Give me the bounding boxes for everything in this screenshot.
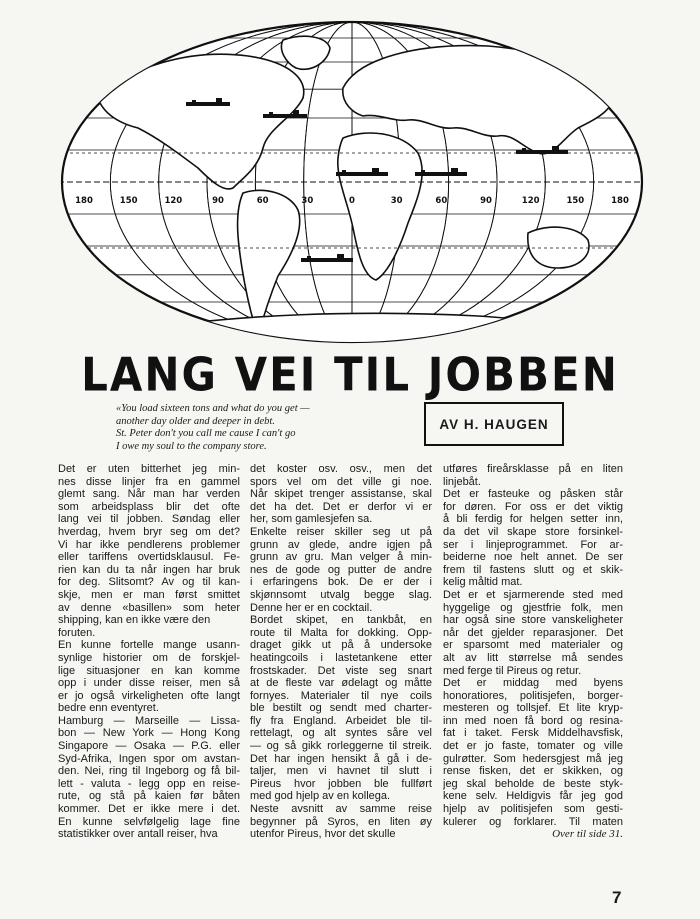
text-line: Det er middag med byens xyxy=(443,677,623,690)
longitude-label: 0 xyxy=(349,196,355,206)
text-line: med ferge til Pireus og retur. xyxy=(443,664,582,677)
text-line: mesteren og tollsjef. Et lite kryp- xyxy=(443,702,623,715)
text-line: begynner på Syros, en liten øy xyxy=(250,815,432,828)
longitude-label: 180 xyxy=(75,196,93,206)
text-line: Over til side 31. xyxy=(552,828,623,841)
longitude-label: 60 xyxy=(256,196,269,206)
epigraph-line: «You load sixteen tons and what do you get — xyxy=(116,403,310,414)
text-line: kulerer og forklarer. Til maten xyxy=(443,815,623,828)
text-line: eller tariffens overtidsklausul. Fe- xyxy=(58,551,240,564)
text-line: det koster osv. osv., men det xyxy=(250,463,432,475)
text-line: Det har ingen hensikt å gå i de- xyxy=(250,752,432,765)
text-line: honoratiores, politisjefen, borger- xyxy=(443,689,623,702)
text-line: ble bestilt og sendt med charter- xyxy=(250,702,432,715)
longitude-label: 60 xyxy=(435,196,448,206)
text-line: synlige historier om de forskjel- xyxy=(58,651,240,664)
text-line: En kunne selvfølgelig lage fine xyxy=(58,815,240,828)
text-line: route til Malta for dokking. Opp- xyxy=(250,626,432,639)
text-line: opp i under disse reiser, men så xyxy=(58,677,240,690)
song-epigraph xyxy=(116,403,391,453)
author-byline: AV H. HAUGEN xyxy=(424,402,564,446)
text-line: fly fra England. Arbeidet ble til- xyxy=(250,714,432,727)
text-line: Denne her er en cocktail. xyxy=(250,601,373,614)
text-line: det ha det. Det er derfor vi er xyxy=(250,500,432,513)
text-line: fat i taket. Fersk Middelhavsfisk, xyxy=(443,727,623,740)
text-line: Neste avsnitt av samme reise xyxy=(250,803,432,816)
text-line: Når skipet trenger assistanse, skal xyxy=(250,488,432,501)
australia xyxy=(528,227,589,268)
text-line: utføres fireårsklasse på en liten xyxy=(443,463,623,475)
text-line: Vi har ikke pendlerens problemer xyxy=(58,538,240,551)
text-line: er jo også virkeligheten ofte langt xyxy=(58,689,240,702)
text-line: at de fleste var ødelagt og måtte xyxy=(250,677,432,690)
text-line: Det er fasteuke og påsken står xyxy=(443,488,623,501)
epigraph-line: St. Peter don't you call me cause I can't go xyxy=(116,428,296,439)
longitude-label: 150 xyxy=(119,196,138,206)
text-line: hjelp av politisjefen som gesti- xyxy=(443,803,623,816)
text-line: spors vel om det ville gi noe. xyxy=(250,475,432,488)
article-headline: LANG VEI TIL JOBBEN xyxy=(81,347,619,402)
longitude-label: 90 xyxy=(480,196,492,206)
text-line: for deg. Slitsomt? Av og til kan- xyxy=(58,576,240,589)
text-line: kelig måltid mat. xyxy=(443,576,523,589)
text-line: frem til fastens slutt og et skik- xyxy=(443,563,623,576)
text-line: da det vil skape store forsinkel- xyxy=(443,525,623,538)
text-line: foruten. xyxy=(58,626,96,639)
text-line: nes de gode og putter de andre xyxy=(250,563,432,576)
text-line: Det er et sjarmerende sted med xyxy=(443,588,623,601)
text-line: lang vei til jobben. Søndag eller xyxy=(58,513,240,526)
text-line: glemt sang. Når man har verden xyxy=(58,488,240,501)
text-line: her, som gamlesjefen sa. xyxy=(250,513,373,526)
longitude-label: 30 xyxy=(301,196,314,206)
text-line: statistikker over antall reiser, hva xyxy=(58,828,218,841)
text-line: inn med noen få bord og resina- xyxy=(443,714,623,727)
text-line: kommer. Det er ikke mere i det. xyxy=(58,803,240,816)
text-line: gulrøtter. Som hedersgjest må jeg xyxy=(443,752,623,765)
text-line: hverdag, hvem bryr seg om det? xyxy=(58,525,240,538)
text-line: med god hjelp av en kollega. xyxy=(250,790,391,803)
text-line: Hamburg — Marseille — Lissa- xyxy=(58,714,240,727)
text-line: utenfor Pireus, hvor det skulle xyxy=(250,828,396,841)
text-line: Enkelte reiser skiller seg ut på xyxy=(250,525,432,538)
text-line: Syd-Afrika, Ingen spor om avstan- xyxy=(58,752,240,765)
text-line: Singapore — Osaka — P.G. eller xyxy=(58,740,240,753)
text-line: rettelagt, og alt syntes såre vel xyxy=(250,727,432,740)
text-line: for døren. For oss er det viktig xyxy=(443,500,623,513)
text-line: taljer, men vi havnet til slutt i xyxy=(250,765,432,778)
text-line: shipping, kan en ikke være den xyxy=(58,614,211,627)
text-line: når det gjelder reparasjoner. Det xyxy=(443,626,623,639)
text-line: bedre enn eventyret. xyxy=(58,702,159,715)
text-line: — og så gikk rorleggerne til streik. xyxy=(250,740,432,753)
epigraph-line: I owe my soul to the company store. xyxy=(116,440,267,452)
longitude-label: 180 xyxy=(611,196,629,206)
text-line: av denne «basillen» som heter xyxy=(58,601,240,614)
text-line: fornyes. Materialer til nye coils xyxy=(250,689,432,702)
text-line: bon — New York — Hong Kong xyxy=(58,727,240,740)
text-line: lett - valuta - legg opp en reise- xyxy=(58,777,240,790)
epigraph-line: another day older and deeper in debt. xyxy=(116,415,275,427)
text-line: i erfaringens bok. De er der i xyxy=(250,576,432,589)
text-line: grunn av glede, andre igjen på xyxy=(250,538,432,551)
text-line: som arbeidsplass blir det ofte xyxy=(58,500,240,513)
text-line: jeg skal beholde de beste styk- xyxy=(443,777,623,790)
text-line: alt av litt størrelse må sendes xyxy=(443,651,623,664)
text-line: heatingcoils i lastetankene etter xyxy=(250,651,432,664)
text-line: skje, men er man først smittet xyxy=(58,588,240,601)
text-line: kene selv. Heldigvis får jeg god xyxy=(443,790,623,803)
text-line: ser i linjeprogrammet. For ar- xyxy=(443,538,623,551)
text-line: hyggelige og gjestfrie folk, men xyxy=(443,601,623,614)
text-line: grunn av gru. Man velger å min- xyxy=(250,551,432,564)
text-line: å bli ferdig for helgen setter inn, xyxy=(443,513,623,526)
text-line: linjebåt. xyxy=(443,475,481,488)
text-line: Bordet skipet, en tankbåt, en xyxy=(250,614,432,627)
text-line: det er jo faste, tomater og ville xyxy=(443,740,623,753)
text-column-3 xyxy=(443,463,623,841)
text-line: beiderne noe helt annet. De ser xyxy=(443,551,623,564)
text-line: Pireus hvor jobben ble fullført xyxy=(250,777,432,790)
longitude-label: 120 xyxy=(164,196,183,206)
text-column-1 xyxy=(58,463,240,841)
text-line: frostskader. Det viste seg snart xyxy=(250,664,432,677)
longitude-label: 120 xyxy=(521,196,540,206)
text-line: nes disse linjer fra en gammel xyxy=(58,475,240,488)
text-line: En kunne fortelle mange usann- xyxy=(58,639,240,652)
page-number: 7 xyxy=(612,888,622,907)
text-line: har også sine store vanskeligheter xyxy=(443,614,623,627)
text-line: draget gikk ut på å undersoke xyxy=(250,639,432,652)
text-line: er sparsomt med materialer og xyxy=(443,639,623,652)
longitude-label: 30 xyxy=(390,196,403,206)
text-line: rien kan du ta når ingen har bruk xyxy=(58,563,240,576)
text-column-2 xyxy=(250,463,432,841)
text-line: lige situasjoner en kan komme xyxy=(58,664,240,677)
text-line: rute, og stå på kaien før båten xyxy=(58,790,240,803)
text-line: rense fisken, det er skikken, og xyxy=(443,765,623,778)
text-line: skjønnsomt utvalg begge slag. xyxy=(250,588,432,601)
longitude-label: 150 xyxy=(566,196,585,206)
text-line: Det er uten bitterhet jeg min- xyxy=(58,463,240,475)
longitude-label: 90 xyxy=(212,196,224,206)
world-map-illustration xyxy=(58,18,646,348)
text-line: den. Nei, ring til Ingeborg og få bil- xyxy=(58,765,240,778)
